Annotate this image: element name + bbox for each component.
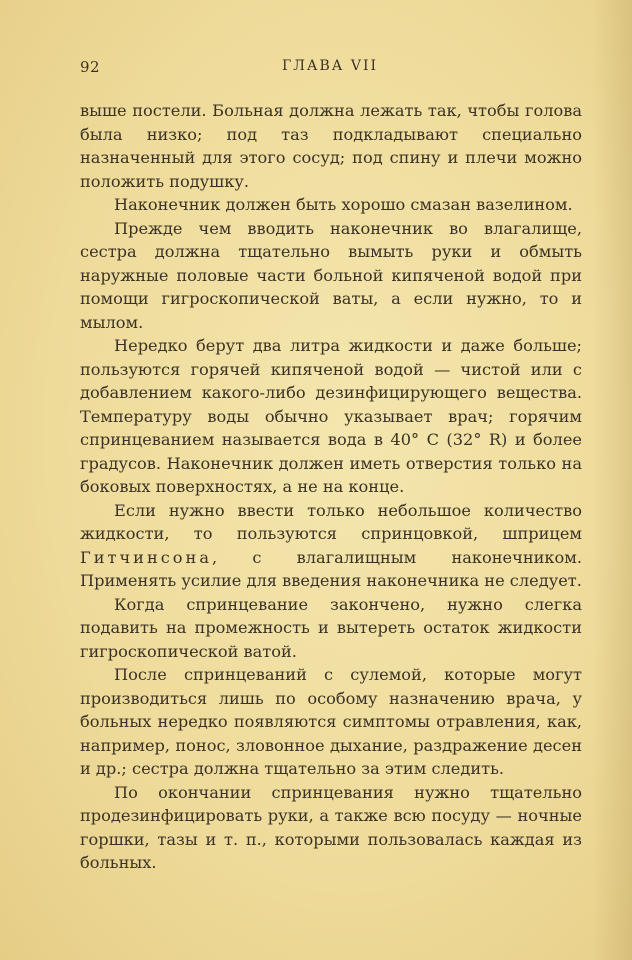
page-edge-shadow: [592, 0, 632, 960]
paragraph-8: По окончании спринцевания нужно тщательно продезинфицировать руки, а также всю посуду — ночные горшки, тазы и т. п., которыми пользовалась каждая из больных.: [80, 782, 582, 872]
paragraph-6: Когда спринцевание закончено, нужно слегка подавить на промежность и вытереть остаток жидкости гигроскопической ватой.: [80, 594, 582, 661]
surname-gitchinson: Гитчинсона: [80, 547, 212, 567]
page-number: 92: [80, 58, 101, 76]
paragraph-5: [80, 499, 582, 593]
paragraph-5-text-after: , с влагалищным наконечником. Применять усилие для введения наконечника не следует.: [80, 547, 582, 590]
paragraph-5-text-before: Если нужно ввести только небольшое количество жидкости, то пользуются спринцовкой, шприцем: [80, 500, 582, 543]
paragraph-3: Прежде чем вводить наконечник во влагалище, сестра должна тщательно вымыть руки и обмыть наружные половые части больной кипяченой водой при помощи гигроскопической ваты, а если нужно, то и мылом.: [80, 218, 582, 332]
page-header: [80, 58, 580, 82]
paragraph-2: Наконечник должен быть хорошо смазан вазелином.: [114, 195, 573, 214]
body-text: [80, 99, 582, 875]
chapter-title: ГЛАВА VII: [281, 58, 379, 74]
paragraph-1: выше постели. Больная должна лежать так, чтобы голова была низко; под таз подкладывают специально назначенный для этого сосуд; под спину и плечи можно положить подушку.: [80, 101, 582, 191]
paragraph-4: Нередко берут два литра жидкости и даже больше; пользуются горячей кипяченой водой — чистой или с добавлением какого-либо дезинфицирующего вещества. Температуру воды обычно указывает врач; горячим спринцеванием называется вода в 40° С (32° R) и более градусов. Наконечник должен иметь отверстия только на боковых поверхностях, а не на конце.: [80, 336, 582, 496]
paragraph-7: После спринцеваний с сулемой, которые могут производиться лишь по особому назначению врача, у больных нередко появляются симптомы отравления, как, например, понос, зловонное дыхание, раздражение десен и др.; сестра должна тщательно за этим следить.: [80, 665, 582, 778]
